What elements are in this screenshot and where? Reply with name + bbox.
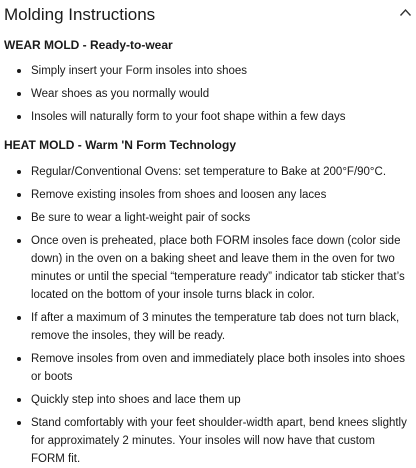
chevron-up-icon[interactable] xyxy=(399,8,412,17)
list-item: If after a maximum of 3 minutes the temperature tab does not turn black, remove the insoles, they will be ready. xyxy=(0,309,416,345)
heat-mold-steps xyxy=(0,163,416,468)
list-item: Wear shoes as you normally would xyxy=(0,85,416,103)
list-item: Stand comfortably with your feet shoulder-width apart, bend knees slightly for approximately 2 minutes. Your insoles will now have that custom FORM fit. xyxy=(0,414,416,468)
list-item: Remove insoles from oven and immediately place both insoles into shoes or boots xyxy=(0,350,416,386)
section-title: Molding Instructions xyxy=(4,5,156,24)
wear-mold-steps xyxy=(0,62,416,126)
list-item: Once oven is preheated, place both FORM insoles face down (color side down) in the oven on a baking sheet and leave them in the oven for two minutes or until the special “temperature ready” indicator tab sticker that’s located on the bottom of your insole turns black in color. xyxy=(0,232,416,304)
list-item: Simply insert your Form insoles into shoes xyxy=(0,62,416,80)
heading-separator: - xyxy=(77,138,86,152)
accordion-header[interactable] xyxy=(0,0,416,30)
heat-mold-heading xyxy=(4,138,236,153)
wear-mold-title: WEAR MOLD xyxy=(4,38,80,52)
heat-mold-subtitle: Warm 'N Form Technology xyxy=(85,138,236,152)
heading-separator: - xyxy=(82,38,91,52)
wear-mold-heading xyxy=(4,38,173,53)
list-item: Quickly step into shoes and lace them up xyxy=(0,391,416,409)
heat-mold-title: HEAT MOLD xyxy=(4,138,75,152)
list-item: Regular/Conventional Ovens: set temperature to Bake at 200°F/90°C. xyxy=(0,163,416,181)
list-item: Be sure to wear a light-weight pair of socks xyxy=(0,209,416,227)
wear-mold-subtitle: Ready-to-wear xyxy=(90,38,173,52)
list-item: Insoles will naturally form to your foot shape within a few days xyxy=(0,108,416,126)
list-item: Remove existing insoles from shoes and loosen any laces xyxy=(0,186,416,204)
